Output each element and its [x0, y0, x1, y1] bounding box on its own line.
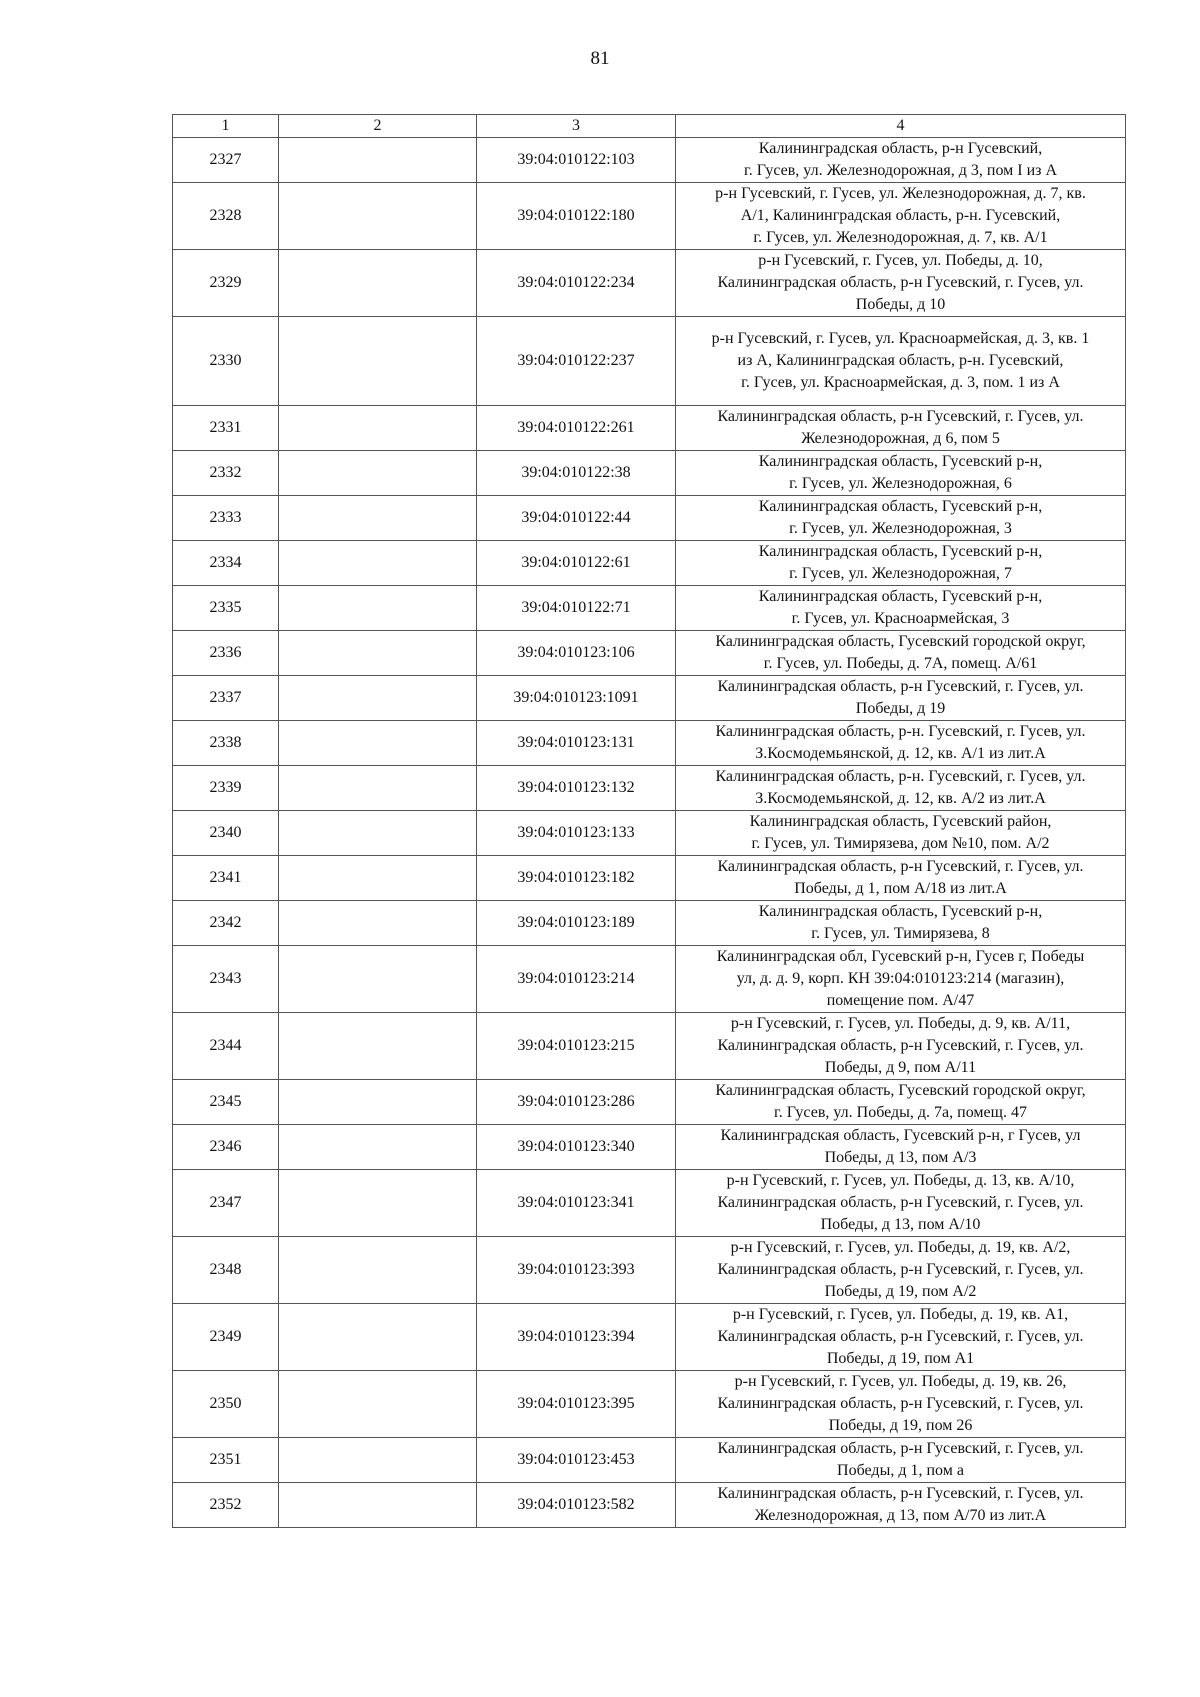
address-cell — [676, 1483, 1126, 1528]
address-line: З.Космодемьянской, д. 12, кв. А/2 из лит.А — [755, 790, 1046, 807]
table-row — [173, 1013, 1126, 1080]
row-number-cell: 2328 — [173, 183, 279, 250]
address-line: р-н Гусевский, г. Гусев, ул. Красноармейская, д. 3, кв. 1 — [711, 330, 1090, 347]
row-number-cell: 2341 — [173, 856, 279, 901]
column-2-cell — [279, 856, 477, 901]
cadastral-number-cell: 39:04:010123:395 — [477, 1371, 676, 1438]
row-number-cell: 2334 — [173, 541, 279, 586]
address-line: Калининградская область, р-н Гусевский, г. Гусев, ул. — [717, 678, 1084, 695]
table-row — [173, 317, 1126, 406]
address-line: Победы, д 10 — [855, 296, 946, 313]
address-line: г. Гусев, ул. Железнодорожная, 3 — [789, 520, 1012, 537]
address-cell — [676, 138, 1126, 183]
column-2-cell — [279, 183, 477, 250]
table-row — [173, 183, 1126, 250]
column-2-cell — [279, 1013, 477, 1080]
row-number-cell: 2338 — [173, 721, 279, 766]
cadastral-number-cell: 39:04:010123:340 — [477, 1125, 676, 1170]
address-line: Победы, д 1, пом а — [837, 1462, 964, 1479]
cadastral-number-cell: 39:04:010122:234 — [477, 250, 676, 317]
address-line: Калининградская область, р-н Гусевский, г. Гусев, ул. — [717, 1328, 1084, 1345]
column-2-cell — [279, 766, 477, 811]
header-col-3: 3 — [477, 115, 676, 138]
address-line: г. Гусев, ул. Железнодорожная, д. 7, кв. А/1 — [753, 229, 1048, 246]
address-line: ул, д. д. 9, корп. КН 39:04:010123:214 (магазин), — [736, 970, 1065, 987]
address-cell — [676, 183, 1126, 250]
address-line: Калининградская область, р-н Гусевский, — [758, 140, 1043, 157]
address-cell — [676, 1125, 1126, 1170]
column-2-cell — [279, 901, 477, 946]
cadastral-number-cell: 39:04:010123:1091 — [477, 676, 676, 721]
address-cell — [676, 496, 1126, 541]
table-row — [173, 901, 1126, 946]
address-line: Калининградская область, Гусевский р-н, — [758, 903, 1043, 920]
address-line: Калининградская область, Гусевский р-н, — [758, 453, 1043, 470]
address-cell — [676, 811, 1126, 856]
address-line: г. Гусев, ул. Тимирязева, дом №10, пом. А/2 — [751, 835, 1050, 852]
row-number-cell: 2332 — [173, 451, 279, 496]
address-cell — [676, 1371, 1126, 1438]
address-cell — [676, 586, 1126, 631]
address-line: Победы, д 13, пом А/3 — [824, 1149, 977, 1166]
table-row — [173, 451, 1126, 496]
cadastral-number-cell: 39:04:010123:131 — [477, 721, 676, 766]
row-number-cell: 2347 — [173, 1170, 279, 1237]
header-row — [173, 115, 1126, 138]
header-col-4: 4 — [676, 115, 1126, 138]
address-line: Калининградская область, р-н Гусевский, г. Гусев, ул. — [717, 858, 1084, 875]
cadastral-number-cell: 39:04:010122:61 — [477, 541, 676, 586]
cadastral-number-cell: 39:04:010122:261 — [477, 406, 676, 451]
column-2-cell — [279, 721, 477, 766]
table-row — [173, 1438, 1126, 1483]
table-row — [173, 856, 1126, 901]
row-number-cell: 2351 — [173, 1438, 279, 1483]
cadastral-number-cell: 39:04:010123:189 — [477, 901, 676, 946]
address-cell — [676, 1170, 1126, 1237]
address-line: г. Гусев, ул. Железнодорожная, д 3, пом I из А — [743, 162, 1058, 179]
column-2-cell — [279, 138, 477, 183]
address-cell — [676, 406, 1126, 451]
column-2-cell — [279, 676, 477, 721]
row-number-cell: 2348 — [173, 1237, 279, 1304]
address-line: г. Гусев, ул. Красноармейская, 3 — [791, 610, 1010, 627]
address-line: р-н Гусевский, г. Гусев, ул. Победы, д. 19, кв. А1, — [732, 1306, 1069, 1323]
cadastral-number-cell: 39:04:010123:393 — [477, 1237, 676, 1304]
address-line: З.Космодемьянской, д. 12, кв. А/1 из лит.А — [755, 745, 1046, 762]
table-row — [173, 541, 1126, 586]
row-number-cell: 2344 — [173, 1013, 279, 1080]
address-cell — [676, 250, 1126, 317]
column-2-cell — [279, 451, 477, 496]
cadastral-number-cell: 39:04:010122:44 — [477, 496, 676, 541]
address-line: Победы, д 19, пом А/2 — [824, 1283, 977, 1300]
row-number-cell: 2333 — [173, 496, 279, 541]
cadastral-number-cell: 39:04:010122:71 — [477, 586, 676, 631]
address-line: р-н Гусевский, г. Гусев, ул. Победы, д. 9, кв. А/11, — [730, 1015, 1071, 1032]
cadastral-number-cell: 39:04:010122:38 — [477, 451, 676, 496]
row-number-cell: 2349 — [173, 1304, 279, 1371]
column-2-cell — [279, 406, 477, 451]
column-2-cell — [279, 496, 477, 541]
address-cell — [676, 317, 1126, 406]
row-number-cell: 2343 — [173, 946, 279, 1013]
address-line: Железнодорожная, д 13, пом А/70 из лит.А — [754, 1507, 1047, 1524]
cadastral-number-cell: 39:04:010122:180 — [477, 183, 676, 250]
cadastral-number-cell: 39:04:010123:132 — [477, 766, 676, 811]
row-number-cell: 2350 — [173, 1371, 279, 1438]
table-body — [173, 138, 1126, 1528]
address-line: Победы, д 19 — [855, 700, 946, 717]
address-line: р-н Гусевский, г. Гусев, ул. Победы, д. 13, кв. А/10, — [726, 1172, 1075, 1189]
address-line: Победы, д 19, пом А1 — [826, 1350, 975, 1367]
address-line: Победы, д 19, пом 26 — [828, 1417, 973, 1434]
address-line: р-н Гусевский, г. Гусев, ул. Железнодорожная, д. 7, кв. — [715, 185, 1086, 202]
address-line: Железнодорожная, д 6, пом 5 — [801, 430, 1000, 447]
column-2-cell — [279, 1304, 477, 1371]
row-number-cell: 2352 — [173, 1483, 279, 1528]
row-number-cell: 2329 — [173, 250, 279, 317]
address-line: Калининградская область, р-н Гусевский, г. Гусев, ул. — [717, 408, 1084, 425]
cadastral-number-cell: 39:04:010123:133 — [477, 811, 676, 856]
address-line: Калининградская область, Гусевский р-н, г Гусев, ул — [720, 1127, 1081, 1144]
address-line: Калининградская область, Гусевский р-н, — [758, 498, 1043, 515]
address-line: г. Гусев, ул. Железнодорожная, 6 — [789, 475, 1012, 492]
cadastral-number-cell: 39:04:010123:214 — [477, 946, 676, 1013]
address-line: г. Гусев, ул. Железнодорожная, 7 — [789, 565, 1012, 582]
table-row — [173, 721, 1126, 766]
address-cell — [676, 856, 1126, 901]
address-cell — [676, 451, 1126, 496]
address-cell — [676, 1304, 1126, 1371]
address-cell — [676, 1237, 1126, 1304]
address-cell — [676, 946, 1126, 1013]
column-2-cell — [279, 317, 477, 406]
column-2-cell — [279, 811, 477, 856]
row-number-cell: 2342 — [173, 901, 279, 946]
row-number-cell: 2335 — [173, 586, 279, 631]
address-cell — [676, 721, 1126, 766]
address-cell — [676, 901, 1126, 946]
address-cell — [676, 766, 1126, 811]
address-line: г. Гусев, ул. Красноармейская, д. 3, пом. 1 из А — [741, 374, 1060, 391]
column-2-cell — [279, 541, 477, 586]
table-row — [173, 1483, 1126, 1528]
address-line: г. Гусев, ул. Тимирязева, 8 — [811, 925, 990, 942]
table-row — [173, 1237, 1126, 1304]
address-line: р-н Гусевский, г. Гусев, ул. Победы, д. 10, — [758, 252, 1043, 269]
table-row — [173, 1304, 1126, 1371]
address-line: из А, Калининградская область, р-н. Гусевский, — [737, 352, 1064, 369]
table-row — [173, 406, 1126, 451]
table-row — [173, 811, 1126, 856]
address-line: Победы, д 1, пом А/18 из лит.А — [794, 880, 1007, 897]
row-number-cell: 2330 — [173, 317, 279, 406]
table-row — [173, 1125, 1126, 1170]
cadastral-number-cell: 39:04:010123:182 — [477, 856, 676, 901]
row-number-cell: 2340 — [173, 811, 279, 856]
cadastral-number-cell: 39:04:010123:341 — [477, 1170, 676, 1237]
address-line: А/1, Калининградская область, р-н. Гусевский, — [740, 207, 1061, 224]
row-number-cell: 2331 — [173, 406, 279, 451]
row-number-cell: 2336 — [173, 631, 279, 676]
column-2-cell — [279, 1237, 477, 1304]
address-line: р-н Гусевский, г. Гусев, ул. Победы, д. 19, кв. А/2, — [730, 1239, 1071, 1256]
row-number-cell: 2337 — [173, 676, 279, 721]
address-line: Победы, д 13, пом А/10 — [820, 1216, 981, 1233]
cadastral-number-cell: 39:04:010123:106 — [477, 631, 676, 676]
address-line: Калининградская область, р-н. Гусевский, г. Гусев, ул. — [715, 723, 1086, 740]
table-row — [173, 250, 1126, 317]
table-row — [173, 766, 1126, 811]
cadastral-number-cell: 39:04:010122:103 — [477, 138, 676, 183]
address-line: г. Гусев, ул. Победы, д. 7а, помещ. 47 — [774, 1104, 1027, 1121]
header-col-1: 1 — [173, 115, 279, 138]
address-line: Калининградская область, р-н Гусевский, г. Гусев, ул. — [717, 1440, 1084, 1457]
address-cell — [676, 676, 1126, 721]
column-2-cell — [279, 1080, 477, 1125]
address-cell — [676, 631, 1126, 676]
address-line: помещение пом. А/47 — [826, 992, 975, 1009]
cadastral-number-cell: 39:04:010123:582 — [477, 1483, 676, 1528]
address-line: Калининградская область, р-н Гусевский, г. Гусев, ул. — [717, 1395, 1084, 1412]
column-2-cell — [279, 1438, 477, 1483]
table-row — [173, 138, 1126, 183]
column-2-cell — [279, 1170, 477, 1237]
address-cell — [676, 541, 1126, 586]
cadastral-number-cell: 39:04:010123:453 — [477, 1438, 676, 1483]
page-number: 81 — [590, 48, 610, 69]
address-line: Калининградская область, р-н Гусевский, г. Гусев, ул. — [717, 274, 1084, 291]
address-line: Калининградская область, Гусевский городской округ, — [715, 1082, 1086, 1099]
table-row — [173, 1170, 1126, 1237]
column-2-cell — [279, 1371, 477, 1438]
address-line: Калининградская область, р-н Гусевский, г. Гусев, ул. — [717, 1485, 1084, 1502]
table-header — [173, 115, 1126, 138]
column-2-cell — [279, 631, 477, 676]
address-line: Калининградская область, Гусевский городской округ, — [715, 633, 1086, 650]
address-line: р-н Гусевский, г. Гусев, ул. Победы, д. 19, кв. 26, — [734, 1373, 1067, 1390]
address-line: Калининградская область, Гусевский р-н, — [758, 588, 1043, 605]
column-2-cell — [279, 1125, 477, 1170]
cadastral-number-cell: 39:04:010123:394 — [477, 1304, 676, 1371]
address-line: Калининградская область, р-н Гусевский, г. Гусев, ул. — [717, 1194, 1084, 1211]
row-number-cell: 2346 — [173, 1125, 279, 1170]
row-number-cell: 2345 — [173, 1080, 279, 1125]
cadastral-number-cell: 39:04:010122:237 — [477, 317, 676, 406]
table-row — [173, 496, 1126, 541]
table-row — [173, 676, 1126, 721]
address-line: Победы, д 9, пом А/11 — [824, 1059, 977, 1076]
table-row — [173, 1080, 1126, 1125]
table-row — [173, 946, 1126, 1013]
row-number-cell: 2327 — [173, 138, 279, 183]
table-row — [173, 631, 1126, 676]
column-2-cell — [279, 946, 477, 1013]
row-number-cell: 2339 — [173, 766, 279, 811]
column-2-cell — [279, 250, 477, 317]
cadastral-number-cell: 39:04:010123:286 — [477, 1080, 676, 1125]
address-cell — [676, 1080, 1126, 1125]
address-line: Калининградская область, р-н. Гусевский, г. Гусев, ул. — [715, 768, 1086, 785]
address-line: Калининградская область, р-н Гусевский, г. Гусев, ул. — [717, 1261, 1084, 1278]
address-line: Калининградская обл, Гусевский р-н, Гусев г, Победы — [716, 948, 1085, 965]
column-2-cell — [279, 586, 477, 631]
cadastral-number-cell: 39:04:010123:215 — [477, 1013, 676, 1080]
registry-table — [172, 114, 1126, 1528]
header-col-2: 2 — [279, 115, 477, 138]
table-row — [173, 586, 1126, 631]
address-line: Калининградская область, Гусевский район, — [749, 813, 1052, 830]
column-2-cell — [279, 1483, 477, 1528]
address-line: Калининградская область, Гусевский р-н, — [758, 543, 1043, 560]
table-row — [173, 1371, 1126, 1438]
address-line: Калининградская область, р-н Гусевский, г. Гусев, ул. — [717, 1037, 1084, 1054]
address-cell — [676, 1013, 1126, 1080]
address-cell — [676, 1438, 1126, 1483]
address-line: г. Гусев, ул. Победы, д. 7А, помещ. А/61 — [763, 655, 1038, 672]
